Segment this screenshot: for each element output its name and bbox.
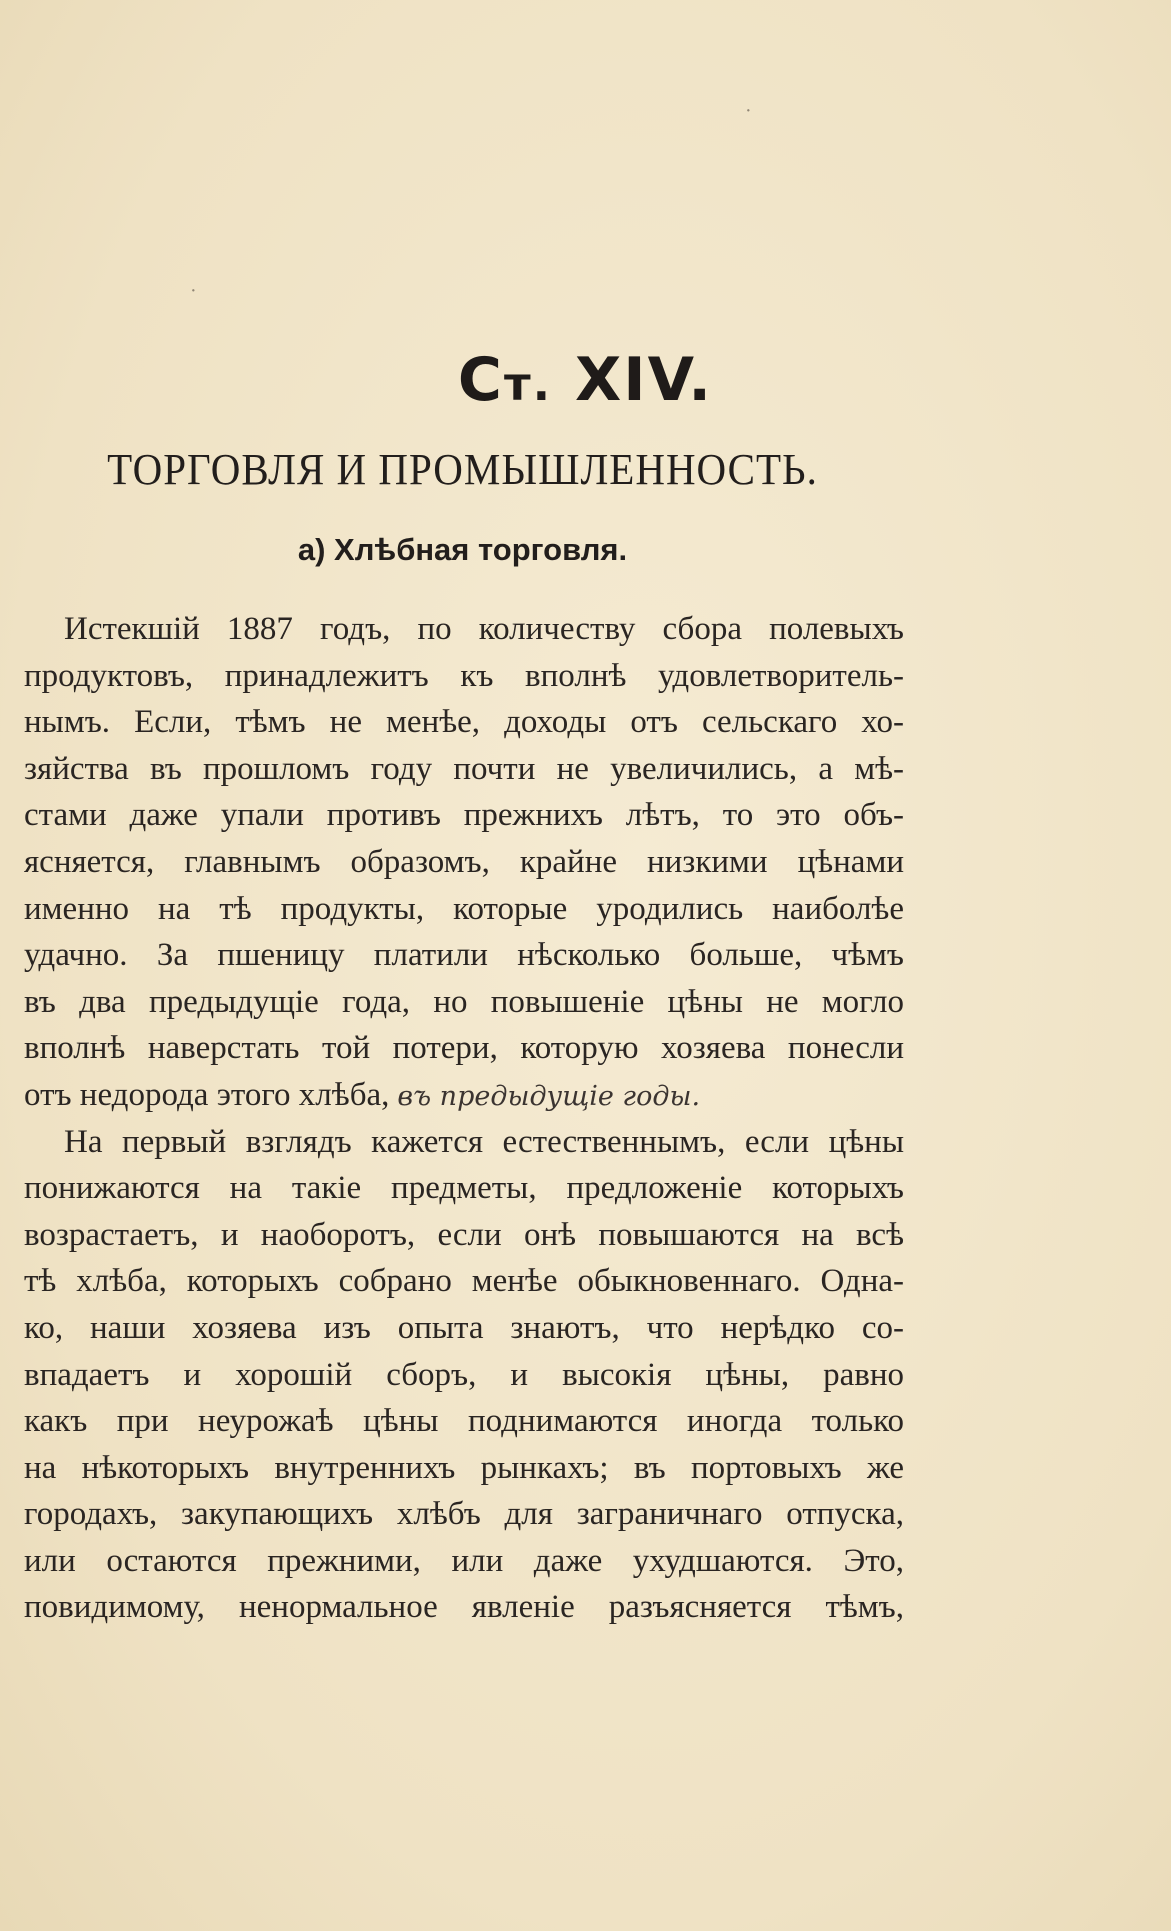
text-line: въ два предыдущіе года, но повышеніе цѣны не могло — [24, 983, 904, 1020]
section-prefix-big: С — [457, 345, 504, 415]
text-line: стами даже упали противъ прежнихъ лѣтъ, то это объ- — [24, 797, 904, 834]
paper-speck: · — [190, 280, 197, 302]
body-text — [24, 606, 904, 1631]
text-line: удачно. За пшеницу платили нѣсколько больше, чѣмъ — [24, 937, 904, 974]
text-line: тѣ хлѣба, которыхъ собрано менѣе обыкновеннаго. Одна- — [24, 1263, 904, 1300]
text-line-last — [24, 1072, 904, 1119]
text-line: именно на тѣ продукты, которые уродились наиболѣе — [24, 890, 904, 927]
text-line: понижаются на такіе предметы, предложеніе которыхъ — [24, 1170, 904, 1207]
section-number — [0, 345, 1171, 415]
text-line: ясняется, главнымъ образомъ, крайне низкими цѣнами — [24, 843, 904, 880]
paper-speck: · — [745, 100, 752, 122]
text-line: впадаетъ и хорошій сборъ, и высокія цѣны, равно — [24, 1356, 904, 1393]
text-line: ко, наши хозяева изъ опыта знаютъ, что нерѣдко со- — [24, 1309, 904, 1346]
text-line: возрастаетъ, и наоборотъ, если онѣ повышаются на всѣ — [24, 1216, 904, 1253]
sub-heading: а) Хлѣбная торговля. — [297, 532, 628, 567]
text-line: Истекшій 1887 годъ, по количеству сбора полевыхъ — [64, 611, 904, 647]
text-line: повидимому, ненормальное явленіе разъясняется тѣмъ, — [24, 1589, 904, 1626]
text-line: городахъ, закупающихъ хлѣбъ для заграничнаго отпуска, — [24, 1496, 904, 1533]
text-line: на нѣкоторыхъ внутреннихъ рынкахъ; въ портовыхъ же — [24, 1449, 904, 1486]
text-line: вполнѣ наверстать той потери, которую хозяева понесли — [24, 1030, 904, 1067]
paragraph-2 — [24, 1119, 904, 1632]
text-line: какъ при неурожаѣ цѣны поднимаются иногда только — [24, 1403, 904, 1440]
section-prefix-small: т. — [503, 357, 553, 411]
paragraph-1 — [24, 606, 904, 1119]
chapter-title: ТОРГОВЛЯ И ПРОМЫШЛЕННОСТЬ. — [107, 444, 818, 494]
text-line-fragment: отъ недорода этого хлѣба, — [24, 1076, 390, 1113]
section-numeral: XIV. — [575, 345, 714, 415]
handwritten-note: въ предыдущіе годы. — [397, 1080, 701, 1112]
text-line: нымъ. Если, тѣмъ не менѣе, доходы отъ сельскаго хо- — [24, 704, 904, 741]
text-line: На первый взглядъ кажется естественнымъ, если цѣны — [64, 1123, 904, 1160]
text-line: или остаются прежними, или даже ухудшаются. Это, — [24, 1542, 904, 1579]
text-line: продуктовъ, принадлежитъ къ вполнѣ удовлетворитель- — [24, 657, 904, 694]
text-line: зяйства въ прошломъ году почти не увеличились, а мѣ- — [24, 750, 904, 787]
